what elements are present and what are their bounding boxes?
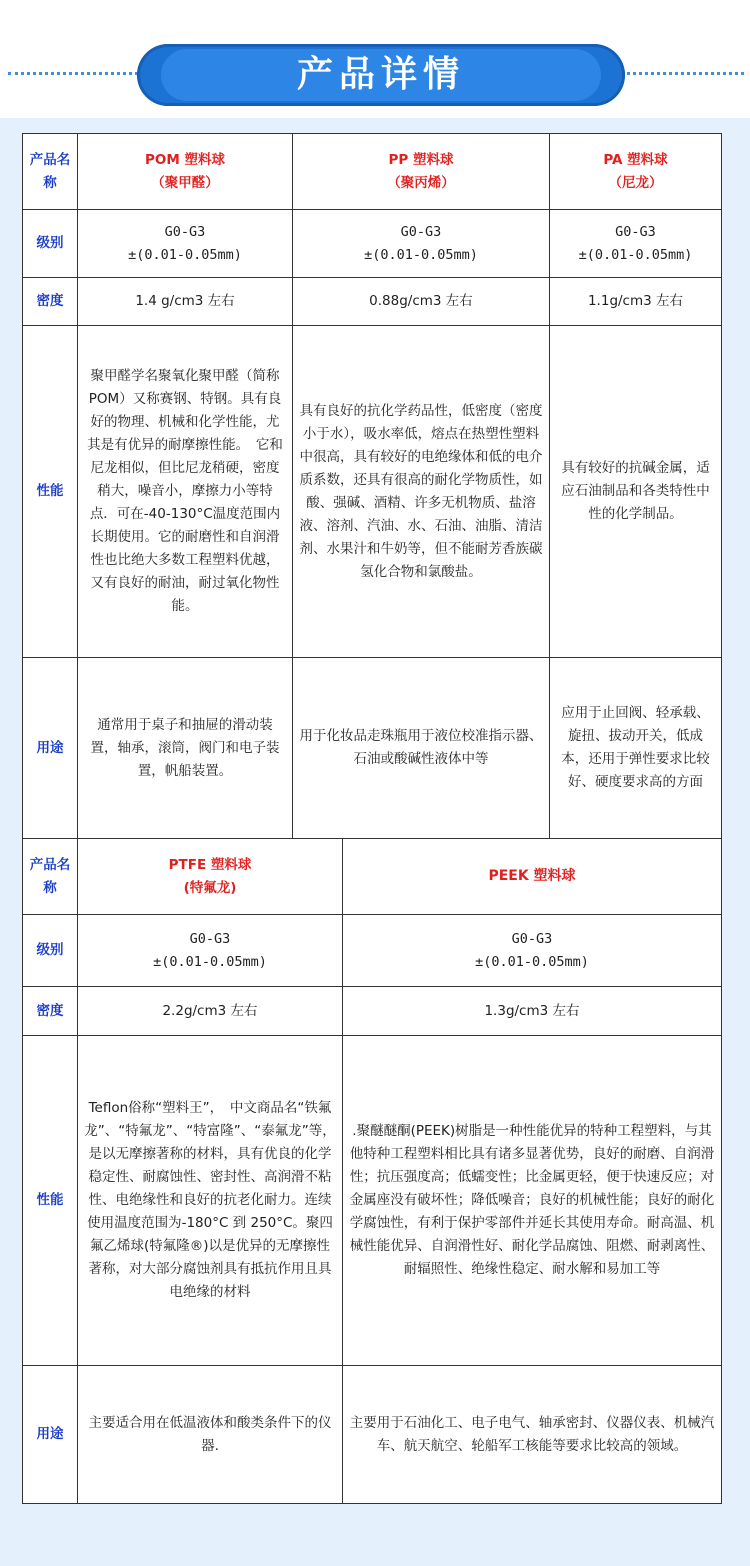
row-label-density: 密度 bbox=[23, 987, 78, 1036]
header-dotted-line-left bbox=[8, 72, 138, 75]
product-name-pp: PP 塑料球 （聚丙烯） bbox=[293, 134, 550, 210]
row-label-name: 产品名称 bbox=[23, 134, 78, 210]
product-name-pa: PA 塑料球 （尼龙） bbox=[550, 134, 722, 210]
performance-ptfe: Teflon俗称“塑料王”， 中文商品名“铁氟龙”、“特氟龙”、“特富隆”、“泰氟龙”等，是以无摩擦著称的材料，具有优良的化学稳定性、耐腐蚀性、密封性、高润滑不粘性、电绝缘性和良好的抗老化耐力。连续使用温度范围为-180°C 到 250°C。聚四氟乙烯球(特氟隆®)以是优异的无摩擦性著称，对大部分腐蚀剂具有抵抗作用且具电绝缘的材料 bbox=[78, 1036, 343, 1366]
grade-pp: G0-G3 ±(0.01-0.05mm) bbox=[293, 210, 550, 278]
density-ptfe: 2.2g/cm3 左右 bbox=[78, 987, 343, 1036]
table-row-grade bbox=[23, 210, 722, 278]
product-name-pom: POM 塑料球 （聚甲醛） bbox=[78, 134, 293, 210]
grade-pa: G0-G3 ±(0.01-0.05mm) bbox=[550, 210, 722, 278]
usage-pom: 通常用于桌子和抽屉的滑动装置，轴承，滚筒，阀门和电子装置，帆船装置。 bbox=[78, 658, 293, 839]
row-label-performance: 性能 bbox=[23, 1036, 78, 1366]
row-label-usage: 用途 bbox=[23, 1366, 78, 1504]
density-pom: 1.4 g/cm3 左右 bbox=[78, 278, 293, 326]
table-row-density bbox=[23, 987, 722, 1036]
header-dotted-line-right bbox=[616, 72, 744, 75]
table-row-name bbox=[23, 839, 722, 915]
usage-ptfe: 主要适合用在低温液体和酸类条件下的仪器. bbox=[78, 1366, 343, 1504]
grade-peek: G0-G3 ±(0.01-0.05mm) bbox=[343, 915, 722, 987]
row-label-grade: 级别 bbox=[23, 210, 78, 278]
product-name-peek: PEEK 塑料球 bbox=[343, 839, 722, 915]
row-label-density: 密度 bbox=[23, 278, 78, 326]
row-label-usage: 用途 bbox=[23, 658, 78, 839]
spec-table-1 bbox=[22, 133, 722, 839]
performance-pa: 具有较好的抗碱金属，适应石油制品和各类特性中性的化学制品。 bbox=[550, 326, 722, 658]
table-row-density bbox=[23, 278, 722, 326]
table-row-usage bbox=[23, 1366, 722, 1504]
usage-peek: 主要用于石油化工、电子电气、轴承密封、仪器仪表、机械汽车、航天航空、轮船军工核能等要求比较高的领域。 bbox=[343, 1366, 722, 1504]
table-row-grade bbox=[23, 915, 722, 987]
row-label-performance: 性能 bbox=[23, 326, 78, 658]
table-row-usage bbox=[23, 658, 722, 839]
usage-pp: 用于化妆品走珠瓶用于液位校准指示器、石油或酸碱性液体中等 bbox=[293, 658, 550, 839]
performance-pom: 聚甲醛学名聚氧化聚甲醛（简称POM）又称赛钢、特钢。具有良好的物理、机械和化学性能，尤其是有优异的耐摩擦性能。 它和尼龙相似，但比尼龙稍硬，密度稍大，噪音小，摩擦力小等特点．可在-40-130°C温度范围内长期使用。它的耐磨性和自润滑性也比绝大多数工程塑料优越，又有良好的耐油，耐过氧化物性能。 bbox=[78, 326, 293, 658]
grade-pom: G0-G3 ±(0.01-0.05mm) bbox=[78, 210, 293, 278]
performance-pp: 具有良好的抗化学药品性，低密度（密度小于水），吸水率低，熔点在热塑性塑料中很高，具有较好的电绝缘体和低的电介质系数，还具有很高的耐化学物质性，如酸、强碱、酒精、许多无机物质、盐溶液、溶剂、汽油、水、石油、油脂、清洁剂、水果汁和牛奶等，但不能耐芳香族碳氢化合物和氯酸盐。 bbox=[293, 326, 550, 658]
density-peek: 1.3g/cm3 左右 bbox=[343, 987, 722, 1036]
density-pa: 1.1g/cm3 左右 bbox=[550, 278, 722, 326]
density-pp: 0.88g/cm3 左右 bbox=[293, 278, 550, 326]
table-row-performance bbox=[23, 326, 722, 658]
page-header bbox=[0, 0, 750, 118]
table-row-performance bbox=[23, 1036, 722, 1366]
product-name-ptfe: PTFE 塑料球 (特氟龙) bbox=[78, 839, 343, 915]
page-title: 产品详情 bbox=[296, 54, 465, 95]
table-row-name bbox=[23, 134, 722, 210]
row-label-grade: 级别 bbox=[23, 915, 78, 987]
grade-ptfe: G0-G3 ±(0.01-0.05mm) bbox=[78, 915, 343, 987]
performance-peek: .聚醚醚酮(PEEK)树脂是一种性能优异的特种工程塑料，与其他特种工程塑料相比具有诸多显著优势，良好的耐磨、自润滑性；抗压强度高；低蠕变性；比金属更轻，便于快速反应；对金属座没有破坏性；降低噪音；良好的机械性能；良好的耐化学腐蚀性，有利于保护零部件并延长其使用寿命。耐高温、机械性能优异、自润滑性好、耐化学品腐蚀、阻燃、耐剥离性、耐辐照性、绝缘性稳定、耐水解和易加工等 bbox=[343, 1036, 722, 1366]
usage-pa: 应用于止回阀、轻承载、旋扭、拔动开关，低成本，还用于弹性要求比较好、硬度要求高的方面 bbox=[550, 658, 722, 839]
row-label-name: 产品名称 bbox=[23, 839, 78, 915]
spec-table-2 bbox=[22, 838, 722, 1504]
